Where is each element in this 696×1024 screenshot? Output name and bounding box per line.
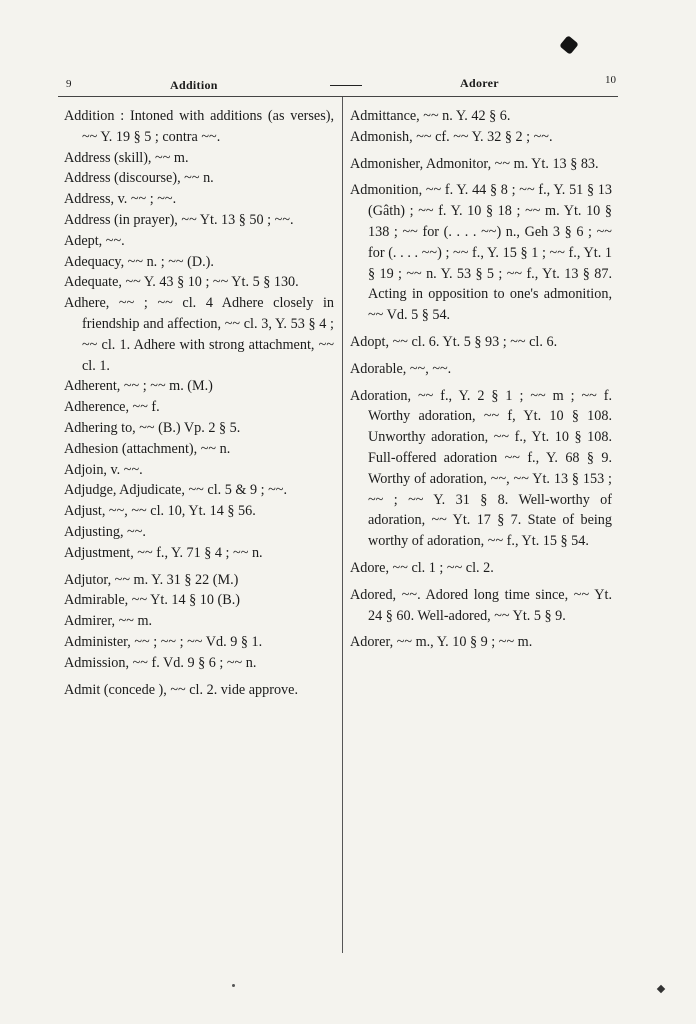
- dictionary-entry: Adjusting, ~~.: [64, 523, 146, 540]
- left-column: [64, 106, 334, 700]
- left-page-number: 9: [66, 78, 72, 90]
- dictionary-entry: Admirer, ~~ m.: [64, 613, 153, 630]
- dictionary-entry: Adept, ~~.: [64, 232, 125, 249]
- dictionary-entry: Adored, ~~. Adored long time since, ~~ Yt. 24 § 60. Well-adored, ~~ Yt. 5 § 9.: [350, 586, 612, 624]
- dictionary-entry: Adorer, ~~ m., Y. 10 § 9 ; ~~ m.: [350, 634, 533, 651]
- dictionary-entry: Adhesion (attachment), ~~ n.: [64, 440, 231, 457]
- dictionary-entry: Address (skill), ~~ m.: [64, 149, 189, 166]
- dictionary-entry: Administer, ~~ ; ~~ ; ~~ Vd. 9 § 1.: [64, 633, 263, 650]
- dictionary-entry: Adore, ~~ cl. 1 ; ~~ cl. 2.: [350, 559, 494, 576]
- stray-mark: [657, 985, 665, 993]
- dictionary-entry: Address (discourse), ~~ n.: [64, 170, 214, 187]
- column-divider: [342, 97, 343, 953]
- dictionary-entry: Adopt, ~~ cl. 6. Yt. 5 § 93 ; ~~ cl. 6.: [350, 333, 558, 350]
- dictionary-entry: Adorable, ~~, ~~.: [350, 360, 452, 377]
- dictionary-entry: Address, v. ~~ ; ~~.: [64, 191, 177, 208]
- page-header: [58, 72, 618, 96]
- dictionary-entry: Adoration, ~~ f., Y. 2 § 1 ; ~~ m ; ~~ f. Worthy adoration, ~~ f, Yt. 10 § 108. Unworthy adoration, ~~ f., Yt. 10 § 108. Full-offered adoration ~~ f., Y. 68 § 9. Worthy of adoration, ~~, ~~ Yt. 13 § 153 ; ~~ ; ~~ Y. 31 § 8. Well-worthy of adoration, ~~ Yt. 17 § 7. State of being worthy of adoration, ~~ f., Yt. 15 § 54.: [350, 387, 612, 550]
- dictionary-entry: Adequate, ~~ Y. 43 § 10 ; ~~ Yt. 5 § 130.: [64, 274, 299, 291]
- dictionary-entry: Admonition, ~~ f. Y. 44 § 8 ; ~~ f., Y. 51 § 13 (Gâth) ; ~~ f. Y. 10 § 18 ; ~~ m. Yt. 10 § 138 ; ~~ for (. . . . ~~) n., Geh 3 § 6 ; ~~ for (. . . . ~~) ; ~~ f., Y. 15 § 1 ; ~~ f., Yt. 1 § 19 ; ~~ n. Y. 53 § 5 ; ~~ f., Yt. 13 § 87. Acting in opposition to one's admonition, ~~ Vd. 5 § 54.: [350, 182, 612, 324]
- dictionary-entry: Adjust, ~~, ~~ cl. 10, Yt. 14 § 56.: [64, 503, 256, 520]
- right-running-headword: Adorer: [460, 76, 499, 90]
- dictionary-entry: Admission, ~~ f. Vd. 9 § 6 ; ~~ n.: [64, 654, 257, 671]
- dictionary-entry: Adjustment, ~~ f., Y. 71 § 4 ; ~~ n.: [64, 544, 263, 561]
- dictionary-entry: Adherent, ~~ ; ~~ m. (M.): [64, 378, 213, 395]
- dictionary-entry: Adjudge, Adjudicate, ~~ cl. 5 & 9 ; ~~.: [64, 482, 287, 499]
- ink-blot: [559, 35, 579, 55]
- dictionary-entry: Admit (concede ), ~~ cl. 2. vide approve.: [64, 681, 298, 698]
- dictionary-entry: Adjoin, v. ~~.: [64, 461, 143, 478]
- dictionary-entry: Admonish, ~~ cf. ~~ Y. 32 § 2 ; ~~.: [350, 128, 553, 145]
- dictionary-entry: Admirable, ~~ Yt. 14 § 10 (B.): [64, 592, 240, 609]
- dictionary-entry: Admonisher, Admonitor, ~~ m. Yt. 13 § 83.: [350, 155, 599, 172]
- dictionary-entry: Adhere, ~~ ; ~~ cl. 4 Adhere closely in friendship and affection, ~~ cl. 3, Y. 53 § 4 ; ~~ cl. 1. Adhere with strong attachment, ~~ cl. 1.: [64, 295, 334, 374]
- dictionary-entry: Address (in prayer), ~~ Yt. 13 § 50 ; ~~.: [64, 211, 294, 228]
- right-column: [350, 106, 612, 653]
- left-running-headword: Addition: [170, 78, 218, 92]
- dictionary-entry: Adherence, ~~ f.: [64, 399, 160, 416]
- header-dash: [330, 85, 362, 86]
- stray-mark: [232, 984, 235, 987]
- dictionary-entry: Adequacy, ~~ n. ; ~~ (D.).: [64, 253, 214, 270]
- right-page-number: 10: [605, 74, 616, 86]
- dictionary-entry: Adjutor, ~~ m. Y. 31 § 22 (M.): [64, 571, 239, 588]
- dictionary-entry: Admittance, ~~ n. Y. 42 § 6.: [350, 108, 511, 124]
- header-rule: [58, 96, 618, 97]
- dictionary-entry: Addition : Intoned with additions (as verses), ~~ Y. 19 § 5 ; contra ~~.: [64, 108, 334, 145]
- dictionary-entry: Adhering to, ~~ (B.) Vp. 2 § 5.: [64, 419, 241, 436]
